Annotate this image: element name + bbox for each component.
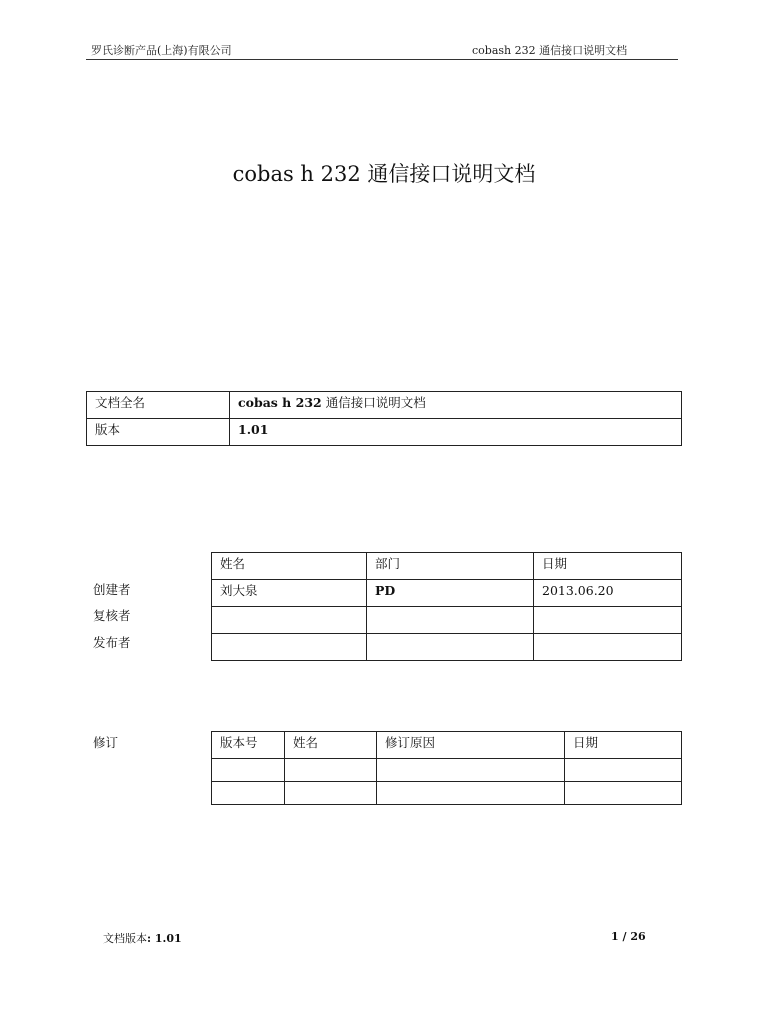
- people-header-name: 姓名: [212, 553, 367, 580]
- people-cell-dept: [367, 634, 534, 661]
- header-doc-name: cobash 232 通信接口说明文档: [472, 44, 628, 57]
- revision-cell: [377, 782, 565, 805]
- role-label-publisher: 发布者: [93, 635, 131, 650]
- people-cell-name: [212, 634, 367, 661]
- people-cell-name: 刘大泉: [212, 580, 367, 607]
- people-cell-dept: PD: [367, 580, 534, 607]
- role-label-creator: 创建者: [93, 582, 131, 597]
- info-value: [230, 419, 682, 446]
- revision-header-reason: 修订原因: [377, 732, 565, 759]
- people-header-dept: 部门: [367, 553, 534, 580]
- document-info-table: [86, 391, 682, 446]
- info-value-latin: 1.01: [238, 422, 269, 437]
- people-cell-name: [212, 607, 367, 634]
- people-row-creator: [212, 580, 682, 607]
- revision-header-version: 版本号: [212, 732, 285, 759]
- people-cell-date: [534, 634, 682, 661]
- footer-page-number: 1 / 26: [611, 930, 646, 943]
- info-row-version: [87, 419, 682, 446]
- document-title: cobas h 232 通信接口说明文档: [232, 162, 536, 186]
- info-value: [230, 392, 682, 419]
- people-table: [211, 552, 682, 661]
- people-header-date: 日期: [534, 553, 682, 580]
- header-rule: [86, 59, 678, 60]
- people-cell-date: 2013.06.20: [534, 580, 682, 607]
- revision-row: [212, 759, 682, 782]
- info-row-fullname: [87, 392, 682, 419]
- people-row-reviewer: [212, 607, 682, 634]
- people-row-publisher: [212, 634, 682, 661]
- footer-version: [103, 930, 182, 946]
- revision-header-date: 日期: [565, 732, 682, 759]
- revision-cell: [285, 759, 377, 782]
- info-value-latin: cobas h 232: [238, 395, 322, 410]
- revision-cell: [565, 782, 682, 805]
- revision-cell: [565, 759, 682, 782]
- info-label: 文档全名: [87, 392, 230, 419]
- people-cell-dept: [367, 607, 534, 634]
- revision-cell: [377, 759, 565, 782]
- header-company: 罗氏诊断产品(上海)有限公司: [91, 44, 232, 57]
- revision-header-name: 姓名: [285, 732, 377, 759]
- footer-version-label: 文档版本: [103, 932, 147, 945]
- role-label-reviewer: 复核者: [93, 608, 131, 623]
- info-label: 版本: [87, 419, 230, 446]
- revision-cell: [212, 759, 285, 782]
- revision-cell: [285, 782, 377, 805]
- revision-table: [211, 731, 682, 805]
- revision-cell: [212, 782, 285, 805]
- info-value-cjk: 通信接口说明文档: [321, 395, 426, 410]
- people-header-row: [212, 553, 682, 580]
- revision-label: 修订: [93, 735, 119, 750]
- revision-header-row: [212, 732, 682, 759]
- revision-row: [212, 782, 682, 805]
- people-cell-date: [534, 607, 682, 634]
- footer-version-value: : 1.01: [147, 932, 182, 945]
